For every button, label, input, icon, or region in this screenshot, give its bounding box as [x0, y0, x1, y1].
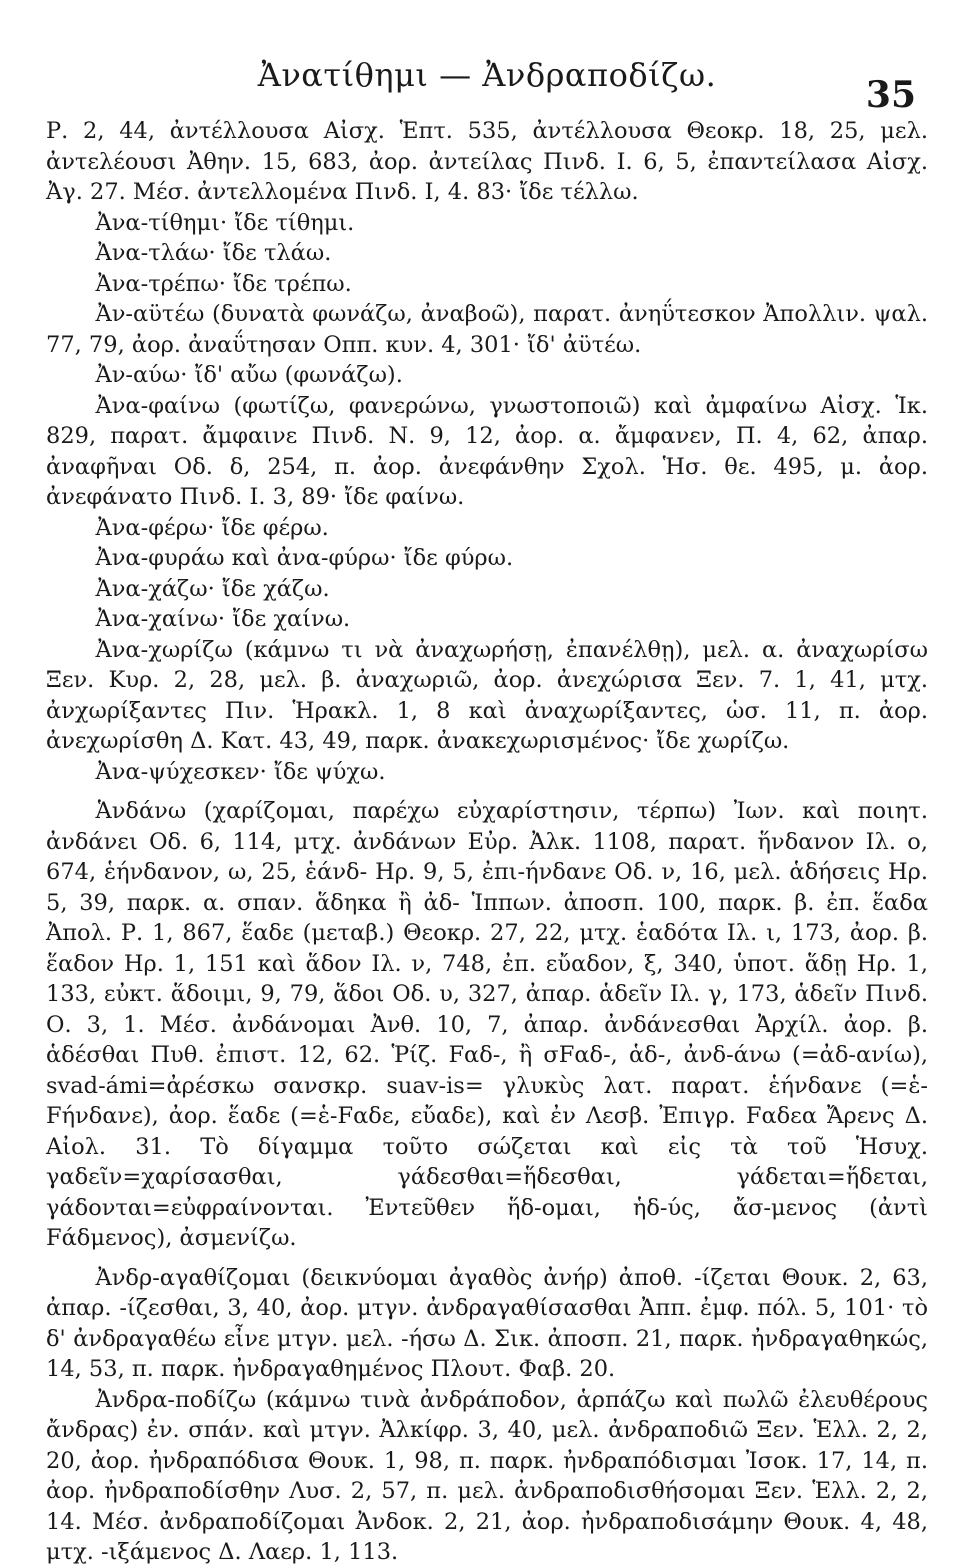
dictionary-entry: Ἀνα-ψύχεσκεν· ἴδε ψύχω.: [95, 758, 386, 785]
dictionary-entry: Ἀνδρα-ποδίζω (κάμνω τινὰ ἀνδράποδον, ἁρπάζω καὶ πωλῶ ἐλευθέρους ἄνδρας) ἐν. σπάν. καὶ μτγν. Ἀλκίφρ. 3, 40, μελ. ἀνδραποδιῶ Ξεν. Ἑλλ. 2, 2, 20, ἀορ. ἠνδραπόδισα Θουκ. 1, 98, π. παρκ. ἠνδραπόδισμαι Ἰσοκ. 17, 14, π. ἀορ. ἠνδραποδίσθην Λυσ. 2, 57, π. μελ. ἀνδραποδισθήσομαι Ξεν. Ἑλλ. 2, 2, 14. Μέσ. ἀνδραποδίζομαι Ἀνδοκ. 2, 21, ἀορ. ἠνδραποδισάμην Θουκ. 4, 48, μτχ. -ιξάμενος Δ. Λαερ. 1, 113.: [46, 1386, 928, 1565]
dictionary-entry: Ἀνα-χάζω· ἴδε χάζω.: [95, 575, 330, 602]
dictionary-entry: Ἀνα-φέρω· ἴδε φέρω.: [95, 514, 329, 541]
running-head: Ἀνατίθημι — Ἀνδραποδίζω.: [257, 56, 717, 94]
dictionary-entry: Ἀνα-φαίνω (φωτίζω, φανερώνω, γνωστοποιῶ) καὶ ἀμφαίνω Αἰσχ. Ἱκ. 829, παρατ. ἄμφαινε Πινδ. Ν. 9, 12, ἀορ. α. ἄμφανεν, Π. 4, 62, ἀπαρ. ἀναφῆναι Οδ. δ, 254, π. ἀορ. ἀνεφάνθην Σχολ. Ἡσ. θε. 495, μ. ἀορ. ἀνεφάνατο Πινδ. Ι. 3, 89· ἴδε φαίνω.: [46, 392, 928, 510]
dictionary-entry: Ἀν-αϋτέω (δυνατὰ φωνάζω, ἀναβοῶ), παρατ. ἀνηΰτεσκον Ἀπολλιν. ψαλ. 77, 79, ἀορ. ἀναΰτησαν Οππ. κυν. 4, 301· ἴδ' ἀϋτέω.: [46, 301, 928, 358]
dictionary-entry: Ἀνα-τίθημι· ἴδε τίθημι.: [95, 209, 355, 236]
dictionary-entries: [46, 116, 928, 1568]
dictionary-entry: Ρ. 2, 44, ἀντέλλουσα Αἰσχ. Ἑπτ. 535, ἀντέλλουσα Θεοκρ. 18, 25, μελ. ἀντελέουσι Ἀθην. 15, 683, ἀορ. ἀντείλας Πινδ. Ι. 6, 5, ἐπαντείλασα Αἰσχ. Ἀγ. 27. Μέσ. ἀντελλομένα Πινδ. Ι, 4. 83· ἴδε τέλλω.: [46, 118, 928, 205]
dictionary-entry: Ἀν-αύω· ἴδ' αὔω (φωνάζω).: [95, 362, 403, 388]
dictionary-entry: Ἀνα-τλάω· ἴδε τλάω.: [95, 240, 332, 266]
page-header: [46, 50, 928, 116]
dictionary-entry: Ἀνα-φυράω καὶ ἀνα-φύρω· ἴδε φύρω.: [95, 545, 514, 571]
dictionary-entry: Ἀνα-χωρίζω (κάμνω τι νὰ ἀναχωρήσῃ, ἐπανέλθῃ), μελ. α. ἀναχωρίσω Ξεν. Κυρ. 2, 28, μελ. β. ἀναχωριῶ, ἀορ. ἀνεχώρισα Ξεν. 7. 1, 41, μτχ. ἀνχωρίξαντες Πιν. Ἡρακλ. 1, 8 καὶ ἀναχωρίξαντες, ὡσ. 11, π. ἀορ. ἀνεχωρίσθη Δ. Κατ. 43, 49, παρκ. ἀνακεχωρισμένος· ἴδε χωρίζω.: [46, 636, 928, 754]
page-number: 35: [865, 74, 916, 116]
dictionary-entry: Ἁνδάνω (χαρίζομαι, παρέχω εὐχαρίστησιν, τέρπω) Ἰων. καὶ ποιητ. ἀνδάνει Οδ. 6, 114, μτχ. ἀνδάνων Εὐρ. Ἀλκ. 1108, παρατ. ἥνδανον Ιλ. ο, 674, ἑήνδανον, ω, 25, ἑάνδ- Ηρ. 9, 5, ἐπι-ήνδανε Οδ. ν, 16, μελ. ἁδήσεις Ηρ. 5, 39, παρκ. α. σπαν. ἅδηκα ἢ ἀδ- Ἱππων. ἀποσπ. 100, παρκ. β. ἐπ. ἕαδα Ἀπολ. Ρ. 1, 867, ἕαδε (μεταβ.) Θεοκρ. 27, 22, μτχ. ἑαδότα Ιλ. ι, 173, ἀορ. β. ἕαδον Ηρ. 1, 151 καὶ ἅδον Ιλ. ν, 748, ἐπ. εὔαδον, ξ, 340, ὑποτ. ἅδῃ Ηρ. 1, 133, εὐκτ. ἅδοιμι, 9, 79, ἅδοι Οδ. υ, 327, ἀπαρ. ἁδεῖν Ιλ. γ, 173, ἁδεῖν Πινδ. Ο. 3, 1. Μέσ. ἀνδάνομαι Ἀνθ. 10, 7, ἀπαρ. ἀνδάνεσθαι Ἀρχίλ. ἀορ. β. ἁδέσθαι Πυθ. ἐπιστ. 12, 62. Ῥίζ. Fαδ-, ἢ σFαδ-, ἁδ-, ἀνδ-άνω (=ἀδ-ανίω), svad-ámi=ἀρέσκω σανσκρ. suav-is= γλυκὺς λατ. παρατ. ἑήνδανε (=ἑ-Fήνδανε), ἀορ. ἕαδε (=ἑ-Fαδε, εὔαδε), καὶ ἐν Λεσβ. Ἐπιγρ. Fαδεα Ἄρενς Δ. Αἰολ. 31. Τὸ δίγαμμα τοῦτο σώζεται καὶ εἰς τὰ τοῦ Ἡσυχ. γαδεῖν=χαρίσασθαι, γάδεσθαι=ἥδεσθαι, γάδεται=ἥδεται, γάδονται=εὐφραίνονται. Ἐντεῦθεν ἥδ-ομαι, ἡδ-ύς, ἄσ-μενος (ἀντὶ Fάδμενος), ἀσμενίζω.: [46, 798, 928, 1251]
dictionary-entry: Ἀνα-τρέπω· ἴδε τρέπω.: [95, 270, 352, 297]
dictionary-entry: Ἀνα-χαίνω· ἴδε χαίνω.: [95, 606, 351, 632]
dictionary-entry: Ἀνδρ-αγαθίζομαι (δεικνύομαι ἀγαθὸς ἀνήρ) ἀποθ. -ίζεται Θουκ. 2, 63, ἀπαρ. -ίζεσθαι, 3, 40, ἀορ. μτγν. ἀνδραγαθίσασθαι Ἀππ. ἐμφ. πόλ. 5, 101· τὸ δ' ἀνδραγαθέω εἶνε μτγν. μελ. -ήσω Δ. Σικ. ἀποσπ. 21, παρκ. ἠνδραγαθηκώς, 14, 53, π. παρκ. ἠνδραγαθημένος Πλουτ. Φαβ. 20.: [46, 1264, 928, 1382]
